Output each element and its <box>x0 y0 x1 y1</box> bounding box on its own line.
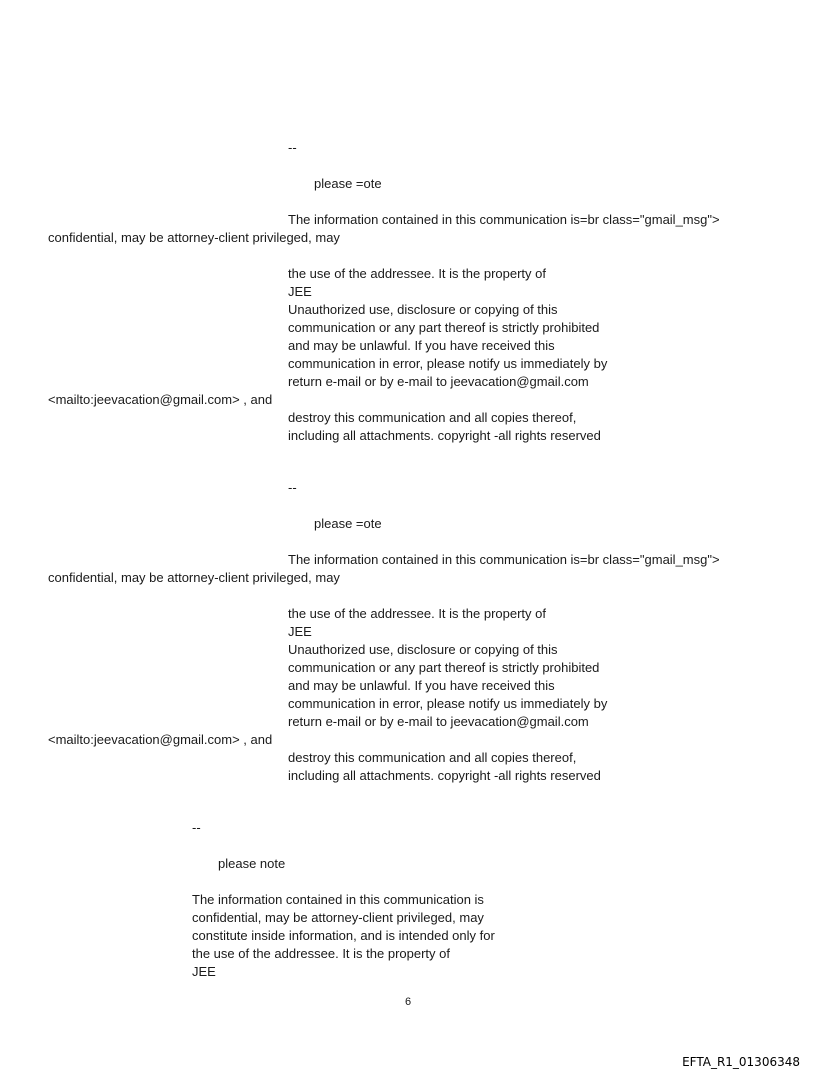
note-heading: please =ote <box>314 516 382 531</box>
info-line: The information contained in this communication is=br class="gmail_msg"> <box>288 212 720 227</box>
confidential-line: confidential, may be attorney-client privileged, may <box>48 230 340 245</box>
owner-line: JEE <box>192 964 216 979</box>
addressee-line: the use of the addressee. It is the property of <box>288 606 546 621</box>
page-number: 6 <box>404 996 412 1008</box>
separator-dashes: -- <box>288 140 297 155</box>
owner-line: JEE <box>288 284 312 299</box>
info-line-2: confidential, may be attorney-client privileged, may <box>192 910 484 925</box>
info-line-4: the use of the addressee. It is the property of <box>192 946 450 961</box>
mailto-line: <mailto:jeevacation@gmail.com> , and <box>48 392 273 407</box>
addressee-line: the use of the addressee. It is the property of <box>288 266 546 281</box>
mailto-line: <mailto:jeevacation@gmail.com> , and <box>48 732 273 747</box>
unauthorized-line-2: communication or any part thereof is strictly prohibited <box>288 320 600 335</box>
destroy-line-1: destroy this communication and all copies thereof, <box>288 750 577 765</box>
info-line-1: The information contained in this communication is <box>192 892 484 907</box>
confidential-line: confidential, may be attorney-client privileged, may <box>48 570 340 585</box>
unauthorized-line-2: communication or any part thereof is strictly prohibited <box>288 660 600 675</box>
unauthorized-line-4: communication in error, please notify us immediately by <box>288 696 608 711</box>
destroy-line-2: including all attachments. copyright -all rights reserved <box>288 768 601 783</box>
separator-dashes: -- <box>288 480 297 495</box>
destroy-line-2: including all attachments. copyright -all rights reserved <box>288 428 601 443</box>
unauthorized-line-3: and may be unlawful. If you have received this <box>288 678 555 693</box>
unauthorized-line-5: return e-mail or by e-mail to jeevacation@gmail.com <box>288 374 589 389</box>
owner-line: JEE <box>288 624 312 639</box>
unauthorized-line-5: return e-mail or by e-mail to jeevacation@gmail.com <box>288 714 589 729</box>
destroy-line-1: destroy this communication and all copies thereof, <box>288 410 577 425</box>
unauthorized-line-1: Unauthorized use, disclosure or copying of this <box>288 302 558 317</box>
unauthorized-line-1: Unauthorized use, disclosure or copying of this <box>288 642 558 657</box>
bates-stamp: EFTA_R1_01306348 <box>682 1055 800 1069</box>
note-heading: please note <box>218 856 286 871</box>
info-line-3: constitute inside information, and is intended only for <box>192 928 495 943</box>
separator-dashes: -- <box>192 820 201 835</box>
unauthorized-line-3: and may be unlawful. If you have received this <box>288 338 555 353</box>
note-heading: please =ote <box>314 176 382 191</box>
info-line: The information contained in this communication is=br class="gmail_msg"> <box>288 552 720 567</box>
unauthorized-line-4: communication in error, please notify us immediately by <box>288 356 608 371</box>
